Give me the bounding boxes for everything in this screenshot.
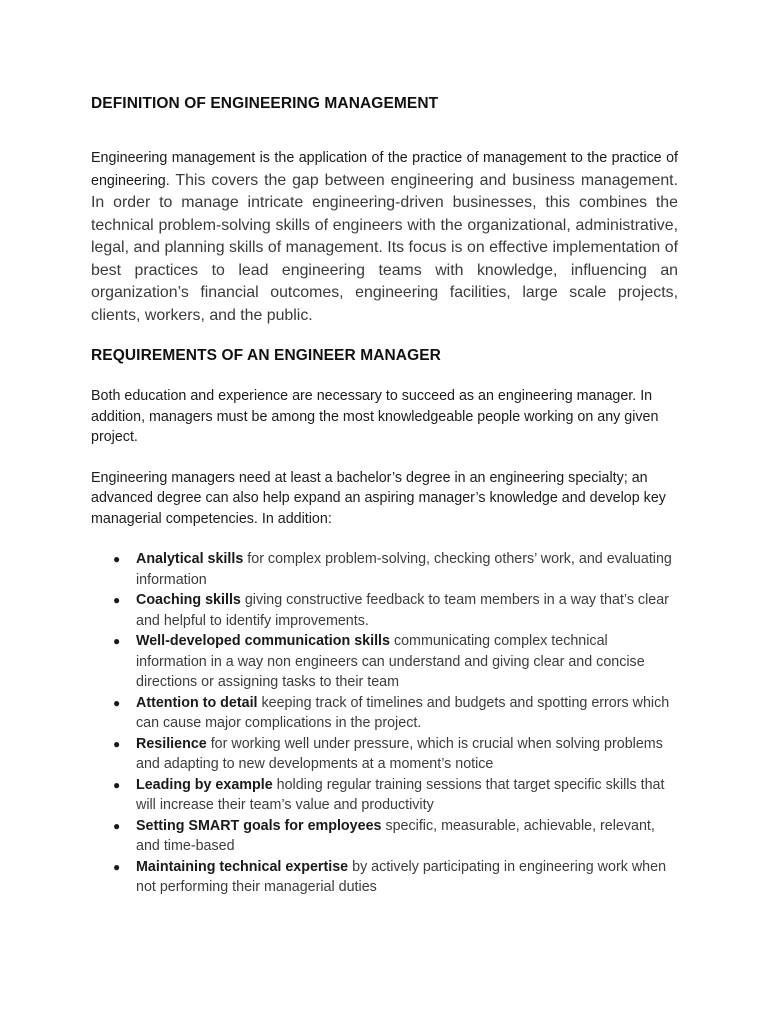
- bullet-text: keeping track of timelines and budgets and spotting errors which can cause major complications in the project.: [136, 694, 670, 731]
- bullet-title: Setting SMART goals for employees: [136, 817, 382, 834]
- bullet-title: Coaching skills: [136, 592, 241, 608]
- bullet-title: Well-developed communication skills: [136, 633, 390, 649]
- requirements-paragraph-degree: Engineering managers need at least a bachelor’s degree in an engineering specialty; an advanced degree can also help expand an aspiring manager’s knowledge and develop key managerial competencies. In addition:: [91, 469, 666, 527]
- bullet-title: Attention to detail: [136, 694, 258, 711]
- section-heading-requirements: REQUIREMENTS OF AN ENGINEER MANAGER: [91, 347, 441, 364]
- section-heading-definition: DEFINITION OF ENGINEERING MANAGEMENT: [91, 95, 439, 112]
- bullet-title: Leading by example: [136, 776, 273, 793]
- list-item: [91, 631, 678, 693]
- definition-paragraph: [91, 147, 678, 327]
- definition-body-text: This covers the gap between engineering and business management. In order to manage intricate engineering-driven businesses, this combines the technical problem-solving skills of engineers with the organizational, administrative, legal, and planning skills of management. Its focus is on effective implementation of best practices to lead engineering teams with knowledge, influencing an organization’s financial outcomes, engineering facilities, large scale projects, clients, workers, and the public.: [91, 171, 678, 324]
- bullet-icon: ●: [113, 777, 121, 792]
- bullet-icon: ●: [113, 859, 121, 874]
- bullet-icon: ●: [113, 695, 121, 710]
- list-item: [91, 590, 678, 631]
- bullet-icon: ●: [113, 818, 121, 833]
- list-item: [91, 816, 678, 857]
- document-page: [91, 94, 678, 898]
- bullet-text: for working well under pressure, which is crucial when solving problems and adapting to new developments at a moment’s notice: [136, 735, 663, 772]
- list-item: [91, 549, 678, 590]
- bullet-text: by actively participating in engineering work when not performing their managerial duties: [136, 858, 667, 895]
- list-item: [91, 775, 678, 816]
- bullet-icon: ●: [113, 736, 121, 751]
- list-item: [91, 857, 678, 898]
- bullet-text: holding regular training sessions that target specific skills that will increase their team’s value and productivity: [136, 776, 665, 813]
- list-item: [91, 693, 678, 734]
- bullet-text: giving constructive feedback to team members in a way that’s clear and helpful to identify improvements.: [136, 592, 669, 629]
- bullet-title: Analytical skills: [136, 551, 244, 567]
- bullet-title: Resilience: [136, 735, 207, 752]
- skills-bullet-list: [91, 549, 678, 898]
- bullet-icon: ●: [113, 552, 121, 566]
- bullet-icon: ●: [113, 593, 121, 607]
- bullet-icon: ●: [113, 634, 121, 648]
- bullet-title: Maintaining technical expertise: [136, 858, 349, 875]
- definition-lead-sentence: Engineering management is the application of the practice of management to the practice of engineering.: [91, 150, 678, 189]
- requirements-paragraph-education: Both education and experience are necessary to succeed as an engineering manager. In addition, managers must be among the most knowledgeable people working on any given project.: [91, 388, 659, 445]
- bullet-text: communicating complex technical information in a way non engineers can understand and giving clear and concise directions or assigning tasks to their team: [136, 633, 645, 690]
- bullet-text: for complex problem-solving, checking others’ work, and evaluating information: [136, 551, 672, 588]
- bullet-text: specific, measurable, achievable, relevant, and time-based: [136, 817, 655, 854]
- list-item: [91, 734, 678, 775]
